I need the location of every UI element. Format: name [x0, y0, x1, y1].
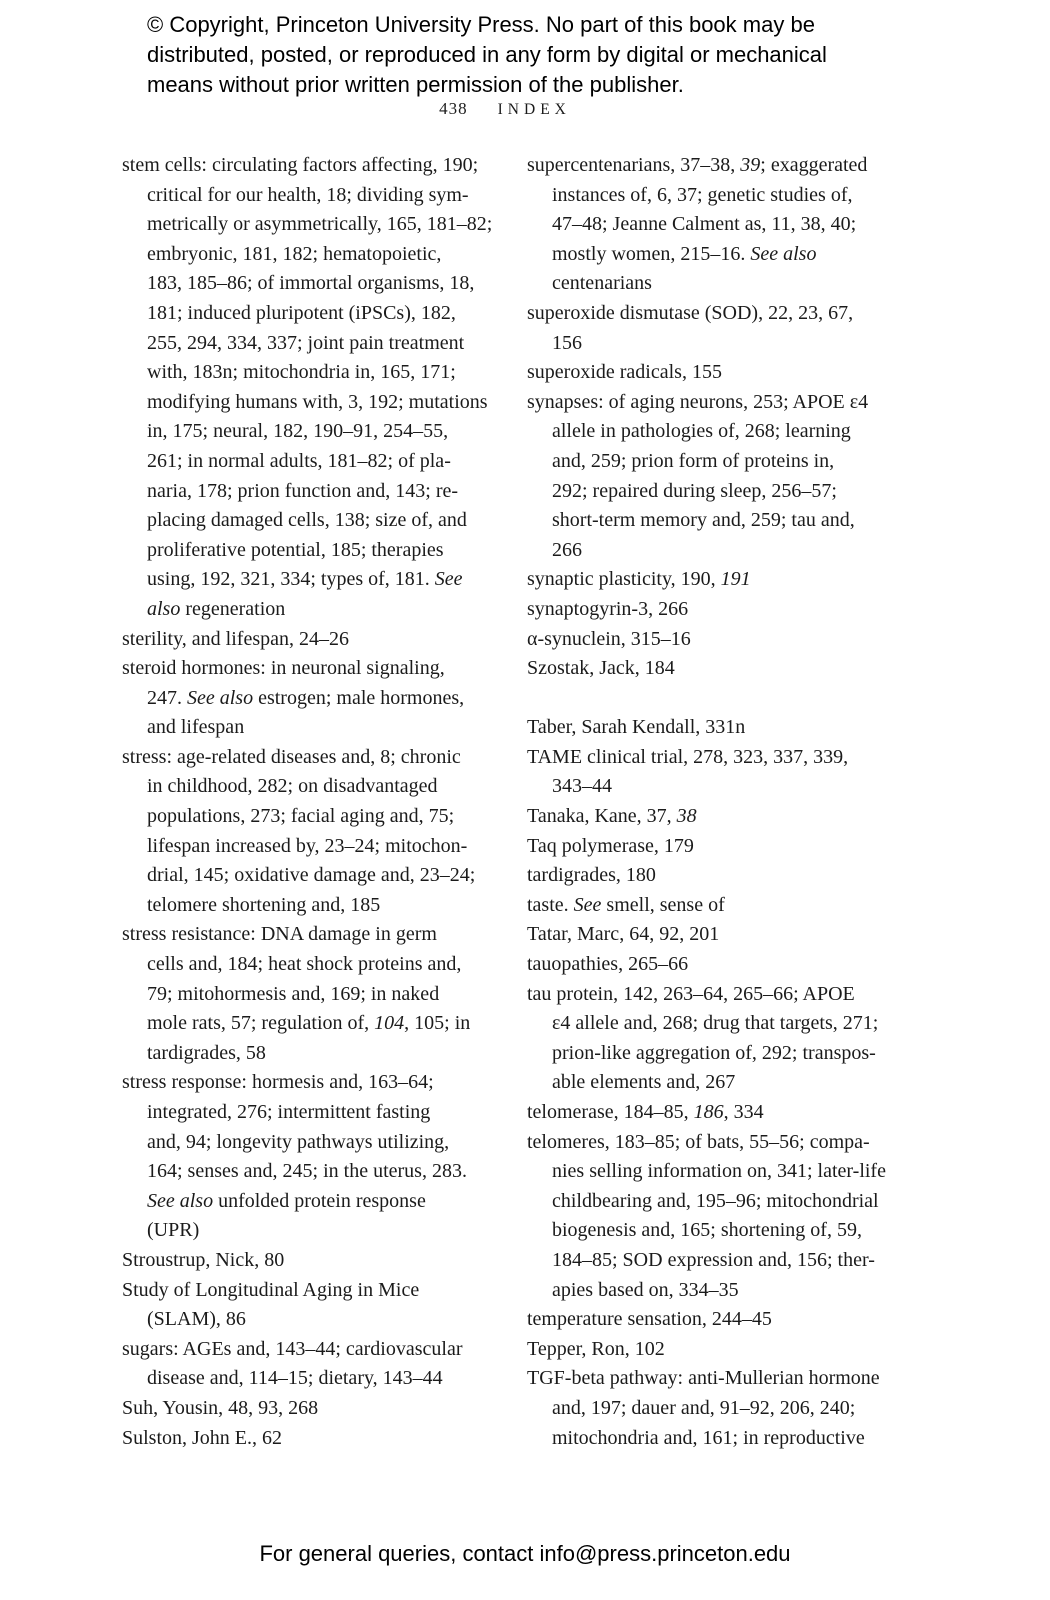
text-run: (SLAM), 86: [147, 1308, 246, 1331]
text-run: Suh, Yousin, 48, 93, 268: [122, 1396, 319, 1419]
text-run: synapses: of aging neurons, 253; APOE ε4: [527, 390, 869, 413]
index-entry-line: [527, 565, 917, 595]
index-line-continuation: [122, 1039, 512, 1069]
text-run: stem cells: circulating factors affecting, 190;: [122, 154, 479, 176]
index-line-continuation: [122, 713, 512, 743]
index-line-continuation: [122, 358, 512, 388]
index-line-continuation: [122, 329, 512, 359]
index-entry-line: [527, 1335, 917, 1365]
text-run: synaptic plasticity, 190,: [527, 568, 721, 591]
text-run: cells and, 184; heat shock proteins and,: [147, 953, 462, 976]
text-run: tau protein, 142, 263–64, 265–66; APOE: [527, 982, 855, 1005]
copyright-notice: [147, 10, 827, 100]
text-run: and, 259; prion form of proteins in,: [552, 449, 835, 472]
index-line-continuation: [527, 181, 917, 211]
index-entry-line: [527, 1364, 917, 1394]
text-run: prion-like aggregation of, 292; transpos-: [552, 1041, 876, 1064]
index-line-continuation: [527, 1009, 917, 1039]
index-line-continuation: [122, 684, 512, 714]
blank-line: [527, 684, 917, 714]
italic-text-run: 38: [676, 805, 697, 828]
index-entry-line: [527, 1305, 917, 1335]
text-run: , 105; in: [404, 1012, 471, 1035]
text-run: and, 197; dauer and, 91–92, 206, 240;: [552, 1396, 856, 1419]
text-run: 261; in normal adults, 181–82; of pla-: [147, 449, 451, 472]
index-line-continuation: [122, 1364, 512, 1394]
section-title: INDEX: [497, 101, 571, 118]
text-run: Tepper, Ron, 102: [527, 1337, 665, 1360]
text-run: nies selling information on, 341; later-life: [552, 1160, 886, 1183]
text-run: superoxide dismutase (SOD), 22, 23, 67,: [527, 301, 854, 324]
text-run: unfolded protein response: [213, 1189, 426, 1212]
index-entry-line: [122, 743, 512, 773]
text-run: estrogen; male hormones,: [253, 686, 465, 709]
text-run: naria, 178; prion function and, 143; re-: [147, 479, 459, 502]
text-run: 255, 294, 334, 337; joint pain treatment: [147, 331, 465, 354]
text-run: disease and, 114–15; dietary, 143–44: [147, 1367, 443, 1390]
index-line-continuation: [122, 447, 512, 477]
italic-text-run: 104: [374, 1012, 405, 1035]
index-line-continuation: [527, 329, 917, 359]
copyright-line: means without prior written permission of the publisher.: [147, 72, 684, 97]
text-run: using, 192, 321, 334; types of, 181.: [147, 568, 435, 591]
index-line-continuation: [122, 1009, 512, 1039]
text-run: drial, 145; oxidative damage and, 23–24;: [147, 864, 476, 887]
index-entry-line: [122, 654, 512, 684]
text-run: populations, 273; facial aging and, 75;: [147, 805, 455, 828]
text-run: steroid hormones: in neuronal signaling,: [122, 657, 445, 680]
text-run: instances of, 6, 37; genetic studies of,: [552, 183, 853, 206]
index-line-continuation: [122, 1157, 512, 1187]
index-line-continuation: [122, 506, 512, 536]
index-line-continuation: [527, 1068, 917, 1098]
text-run: metrically or asymmetrically, 165, 181–82;: [147, 213, 493, 236]
index-line-continuation: [527, 772, 917, 802]
index-line-continuation: [527, 447, 917, 477]
index-line-continuation: [122, 772, 512, 802]
text-run: ε4 allele and, 268; drug that targets, 271;: [552, 1012, 879, 1035]
italic-text-run: 186: [693, 1101, 724, 1123]
italic-text-run: See also: [187, 686, 254, 709]
text-run: 164; senses and, 245; in the uterus, 283.: [147, 1160, 467, 1183]
text-run: sugars: AGEs and, 143–44; cardiovascular: [122, 1337, 463, 1360]
text-run: and, 94; longevity pathways utilizing,: [147, 1130, 450, 1153]
text-run: integrated, 276; intermittent fasting: [147, 1101, 431, 1123]
text-run: proliferative potential, 185; therapies: [147, 538, 444, 561]
text-run: centenarians: [552, 272, 652, 295]
text-run: Sulston, John E., 62: [122, 1426, 283, 1449]
index-line-continuation: [527, 477, 917, 507]
text-run: 79; mitohormesis and, 169; in naked: [147, 982, 440, 1005]
text-run: tardigrades, 180: [527, 864, 656, 887]
index-line-continuation: [527, 269, 917, 299]
index-entry-line: [527, 358, 917, 388]
index-entry-line: [527, 654, 917, 684]
text-run: modifying humans with, 3, 192; mutations: [147, 390, 488, 413]
text-run: mole rats, 57; regulation of,: [147, 1012, 375, 1035]
index-line-continuation: [122, 181, 512, 211]
index-entry-line: [527, 950, 917, 980]
text-run: with, 183n; mitochondria in, 165, 171;: [147, 361, 456, 384]
text-run: superoxide radicals, 155: [527, 361, 722, 384]
index-entry-line: [527, 625, 917, 655]
index-line-continuation: [527, 240, 917, 270]
italic-text-run: See: [434, 568, 463, 591]
text-run: Study of Longitudinal Aging in Mice: [122, 1278, 420, 1301]
index-entry-line: [527, 802, 917, 832]
index-entry-line: [527, 920, 917, 950]
text-run: childbearing and, 195–96; mitochondrial: [552, 1189, 879, 1212]
index-entry-line: [527, 388, 917, 418]
text-run: Stroustrup, Nick, 80: [122, 1248, 285, 1271]
text-run: temperature sensation, 244–45: [527, 1308, 772, 1331]
index-entry-line: [122, 920, 512, 950]
index-line-continuation: [527, 1039, 917, 1069]
copyright-line: distributed, posted, or reproduced in any form by digital or mechanical: [147, 42, 827, 67]
index-entry-line: [122, 151, 512, 181]
index-line-continuation: [122, 595, 512, 625]
text-run: telomeres, 183–85; of bats, 55–56; compa-: [527, 1130, 870, 1153]
italic-text-run: See also: [147, 1189, 214, 1212]
text-run: supercentenarians, 37–38,: [527, 154, 741, 176]
index-line-continuation: [122, 891, 512, 921]
text-run: allele in pathologies of, 268; learning: [552, 420, 851, 443]
index-entry-line: [122, 1068, 512, 1098]
text-run: telomere shortening and, 185: [147, 893, 381, 916]
text-run: (UPR): [147, 1219, 200, 1242]
index-line-continuation: [527, 417, 917, 447]
text-run: telomerase, 184–85,: [527, 1101, 694, 1123]
index-entry-line: [122, 1424, 512, 1454]
index-entry-line: [527, 832, 917, 862]
text-run: able elements and, 267: [552, 1071, 736, 1094]
index-line-continuation: [122, 240, 512, 270]
text-run: and lifespan: [147, 716, 245, 739]
text-run: taste.: [527, 893, 574, 916]
index-entry-line: [122, 1394, 512, 1424]
index-line-continuation: [122, 477, 512, 507]
index-line-continuation: [122, 1216, 512, 1246]
index-line-continuation: [122, 536, 512, 566]
text-run: regeneration: [180, 597, 286, 620]
index-line-continuation: [527, 1246, 917, 1276]
text-run: biogenesis and, 165; shortening of, 59,: [552, 1219, 862, 1242]
index-line-continuation: [122, 802, 512, 832]
text-run: 247.: [147, 686, 187, 709]
text-run: TAME clinical trial, 278, 323, 337, 339,: [527, 745, 849, 768]
text-run: stress resistance: DNA damage in germ: [122, 923, 437, 946]
text-run: Tatar, Marc, 64, 92, 201: [527, 923, 720, 946]
italic-text-run: 39: [740, 154, 761, 176]
text-run: smell, sense of: [601, 893, 725, 916]
index-entry-line: [122, 625, 512, 655]
running-head: [0, 99, 1010, 119]
italic-text-run: also: [147, 597, 181, 620]
italic-text-run: See also: [750, 242, 817, 265]
index-line-continuation: [527, 506, 917, 536]
text-run: 47–48; Jeanne Calment as, 11, 38, 40;: [552, 213, 857, 236]
index-entry-line: [122, 1335, 512, 1365]
page-footer: [0, 1541, 1050, 1567]
index-columns: [122, 151, 932, 1453]
text-run: in childhood, 282; on disadvantaged: [147, 775, 438, 798]
index-entry-line: [122, 1276, 512, 1306]
index-line-continuation: [122, 388, 512, 418]
text-run: synaptogyrin-3, 266: [527, 597, 689, 620]
index-line-continuation: [122, 980, 512, 1010]
text-run: tauopathies, 265–66: [527, 953, 689, 976]
text-run: α-synuclein, 315–16: [527, 627, 691, 650]
text-run: short-term memory and, 259; tau and,: [552, 509, 855, 532]
index-line-continuation: [122, 950, 512, 980]
index-column-left: [122, 151, 512, 1453]
text-run: , 334: [723, 1101, 764, 1123]
text-run: placing damaged cells, 138; size of, and: [147, 509, 467, 532]
italic-text-run: See: [573, 893, 602, 916]
text-run: Taq polymerase, 179: [527, 834, 694, 857]
text-run: in, 175; neural, 182, 190–91, 254–55,: [147, 420, 449, 443]
text-run: ; exaggerated: [760, 154, 868, 176]
copyright-line: © Copyright, Princeton University Press. No part of this book may be: [147, 12, 815, 37]
index-line-continuation: [122, 1128, 512, 1158]
index-entry-line: [527, 891, 917, 921]
text-run: 184–85; SOD expression and, 156; ther-: [552, 1248, 875, 1271]
index-line-continuation: [122, 861, 512, 891]
text-run: critical for our health, 18; dividing sym-: [147, 183, 469, 206]
index-line-continuation: [527, 1216, 917, 1246]
text-run: 156: [552, 331, 582, 354]
index-entry-line: [527, 151, 917, 181]
text-run: mostly women, 215–16.: [552, 242, 751, 265]
index-line-continuation: [527, 1187, 917, 1217]
index-line-continuation: [122, 832, 512, 862]
index-entry-line: [527, 980, 917, 1010]
text-run: 181; induced pluripotent (iPSCs), 182,: [147, 301, 456, 324]
index-entry-line: [527, 743, 917, 773]
index-entry-line: [527, 1128, 917, 1158]
text-run: stress: age-related diseases and, 8; chronic: [122, 745, 461, 768]
index-line-continuation: [122, 1098, 512, 1128]
index-line-continuation: [527, 1394, 917, 1424]
text-run: sterility, and lifespan, 24–26: [122, 627, 349, 650]
text-run: 266: [552, 538, 582, 561]
italic-text-run: 191: [720, 568, 751, 591]
text-run: embryonic, 181, 182; hematopoietic,: [147, 242, 442, 265]
index-entry-line: [527, 1098, 917, 1128]
index-entry-line: [122, 1246, 512, 1276]
text-run: mitochondria and, 161; in reproductive: [552, 1426, 865, 1449]
text-run: Tanaka, Kane, 37,: [527, 805, 677, 828]
index-line-continuation: [527, 1424, 917, 1454]
text-run: Taber, Sarah Kendall, 331n: [527, 716, 746, 739]
index-entry-line: [527, 595, 917, 625]
index-line-continuation: [122, 565, 512, 595]
text-run: 292; repaired during sleep, 256–57;: [552, 479, 837, 502]
page-number: 438: [439, 99, 468, 118]
text-run: 183, 185–86; of immortal organisms, 18,: [147, 272, 475, 295]
index-entry-line: [527, 861, 917, 891]
text-run: apies based on, 334–35: [552, 1278, 739, 1301]
text-run: 343–44: [552, 775, 612, 798]
index-line-continuation: [122, 269, 512, 299]
text-run: stress response: hormesis and, 163–64;: [122, 1071, 434, 1094]
index-line-continuation: [122, 1187, 512, 1217]
text-run: tardigrades, 58: [147, 1041, 266, 1064]
index-line-continuation: [122, 1305, 512, 1335]
index-entry-line: [527, 299, 917, 329]
index-line-continuation: [527, 536, 917, 566]
text-run: TGF-beta pathway: anti-Mullerian hormone: [527, 1367, 880, 1390]
index-entry-line: [527, 713, 917, 743]
index-line-continuation: [122, 210, 512, 240]
text-run: Szostak, Jack, 184: [527, 657, 675, 680]
index-line-continuation: [122, 299, 512, 329]
index-column-right: [527, 151, 917, 1453]
index-line-continuation: [527, 210, 917, 240]
index-line-continuation: [527, 1157, 917, 1187]
index-line-continuation: [527, 1276, 917, 1306]
text-run: lifespan increased by, 23–24; mitochon-: [147, 834, 468, 857]
index-line-continuation: [122, 417, 512, 447]
footer-contact-text: For general queries, contact info@press.princeton.edu: [259, 1541, 791, 1566]
